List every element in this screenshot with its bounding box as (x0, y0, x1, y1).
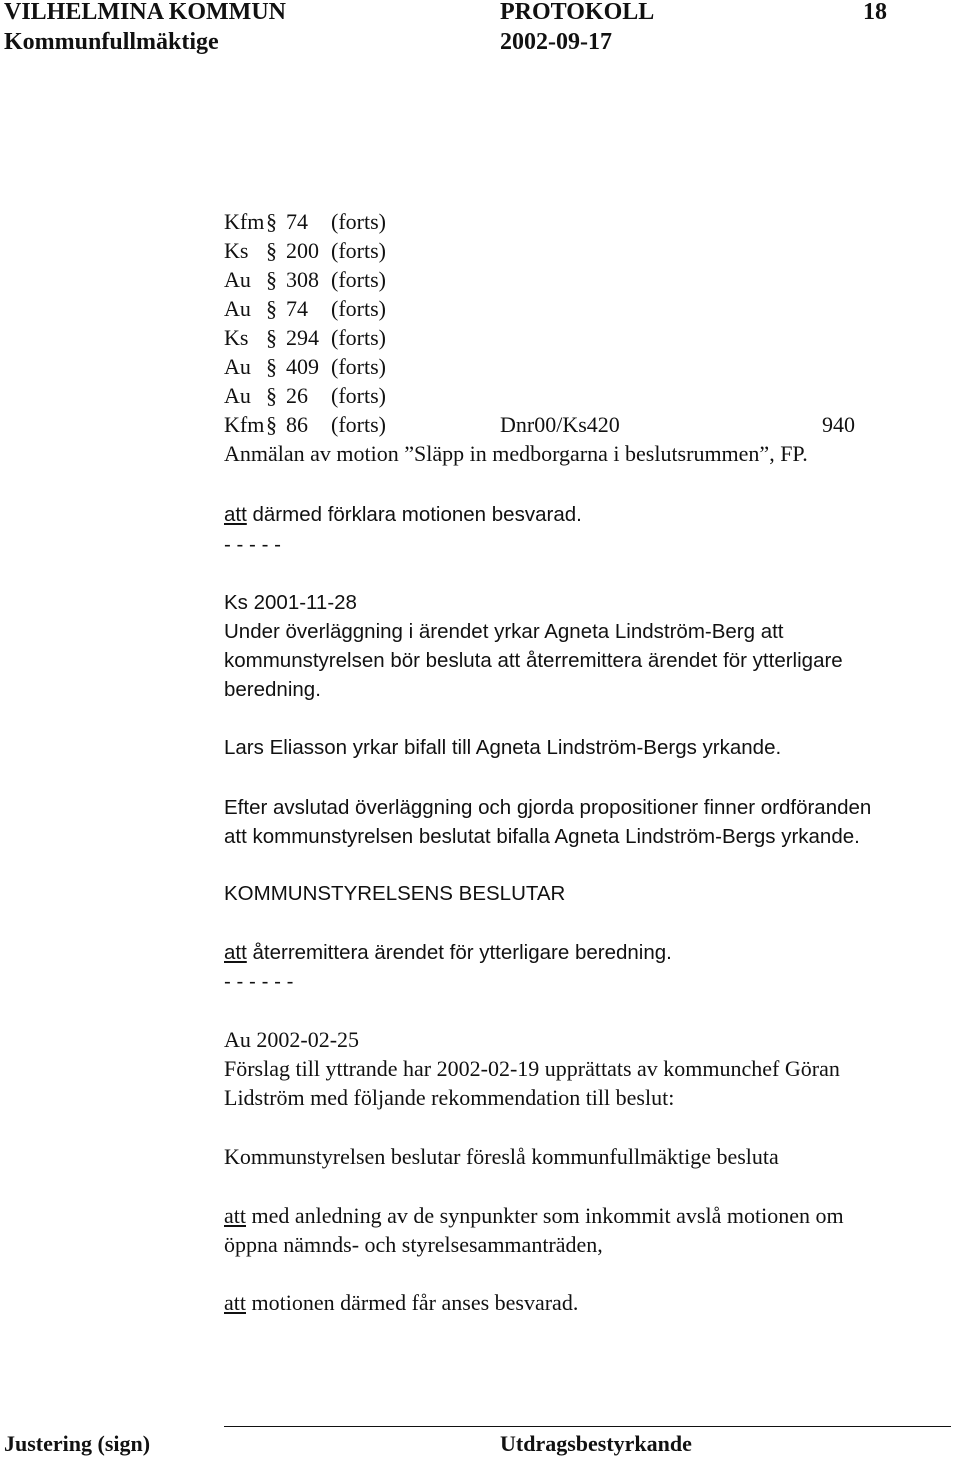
reference-item: Au § 409 (forts) (224, 354, 386, 379)
ks-heading: Ks 2001-11-28 (224, 591, 357, 614)
au-heading: Au 2002-02-25 (224, 1027, 360, 1052)
reference-item: Au § 74 (forts) (224, 296, 386, 321)
header-org: VILHELMINA KOMMUN (4, 0, 286, 25)
dnr: Dnr00/Ks420 (500, 412, 620, 437)
au-paragraph: Förslag till yttrande har 2002-02-19 upprättats av kommunchef Göran Lidström med följande rekommendation till beslut: (224, 1056, 840, 1110)
att-keyword: att (224, 503, 247, 526)
header-page-number: 18 (863, 0, 887, 25)
au-paragraph: Kommunstyrelsen beslutar föreslå kommunfullmäktige besluta (224, 1144, 779, 1169)
reference-item: Kfm§ 86 (forts) Dnr00/Ks420 940 (224, 412, 855, 437)
ks-paragraph: Under överläggning i ärendet yrkar Agneta Lindström-Berg att kommunstyrelsen bör besluta att återremittera ärendet för ytterligare beredning. (224, 620, 843, 701)
reference-list (224, 207, 855, 468)
ks-paragraph: Efter avslutad överläggning och gjorda propositioner finner ordföranden att kommunstyrelsen beslutat bifalla Agneta Lindström-Bergs yrkande. (224, 796, 872, 848)
att-keyword: att (224, 1290, 246, 1315)
att-keyword: att (224, 1203, 246, 1228)
footer-right: Utdragsbestyrkande (500, 1431, 692, 1456)
header-date: 2002-09-17 (500, 29, 612, 55)
au-proposal: att med anledning av de synpunkter som inkommit avslå motionen om öppna nämnds- och styrelsesammanträden, (224, 1203, 844, 1257)
reference-item: Kfm§ 74 (forts) (224, 209, 386, 234)
header-doc-type: PROTOKOLL (500, 0, 655, 25)
header-body: Kommunfullmäktige (4, 29, 219, 55)
dnr-code: 940 (822, 412, 855, 437)
block1-decision: att därmed förklara motionen besvarad. (224, 503, 582, 526)
decision-heading: KOMMUNSTYRELSENS BESLUTAR (224, 882, 566, 905)
ks-decision: att återremittera ärendet för ytterligare beredning. (224, 941, 672, 964)
ks-paragraph: Lars Eliasson yrkar bifall till Agneta Lindström-Bergs yrkande. (224, 736, 782, 759)
separator: - - - - - - (224, 970, 294, 993)
au-proposal: att motionen därmed får anses besvarad. (224, 1290, 579, 1315)
reference-item: Au § 308 (forts) (224, 267, 386, 292)
footer-rule (224, 1426, 951, 1427)
reference-item: Ks § 200 (forts) (224, 238, 386, 263)
subject: Anmälan av motion ”Släpp in medborgarna i beslutsrummen”, FP. (224, 441, 808, 466)
reference-item: Ks § 294 (forts) (224, 325, 386, 350)
footer-left: Justering (sign) (4, 1431, 151, 1456)
att-keyword: att (224, 941, 247, 964)
separator: - - - - - (224, 533, 281, 556)
reference-item: Au § 26 (forts) (224, 383, 386, 408)
